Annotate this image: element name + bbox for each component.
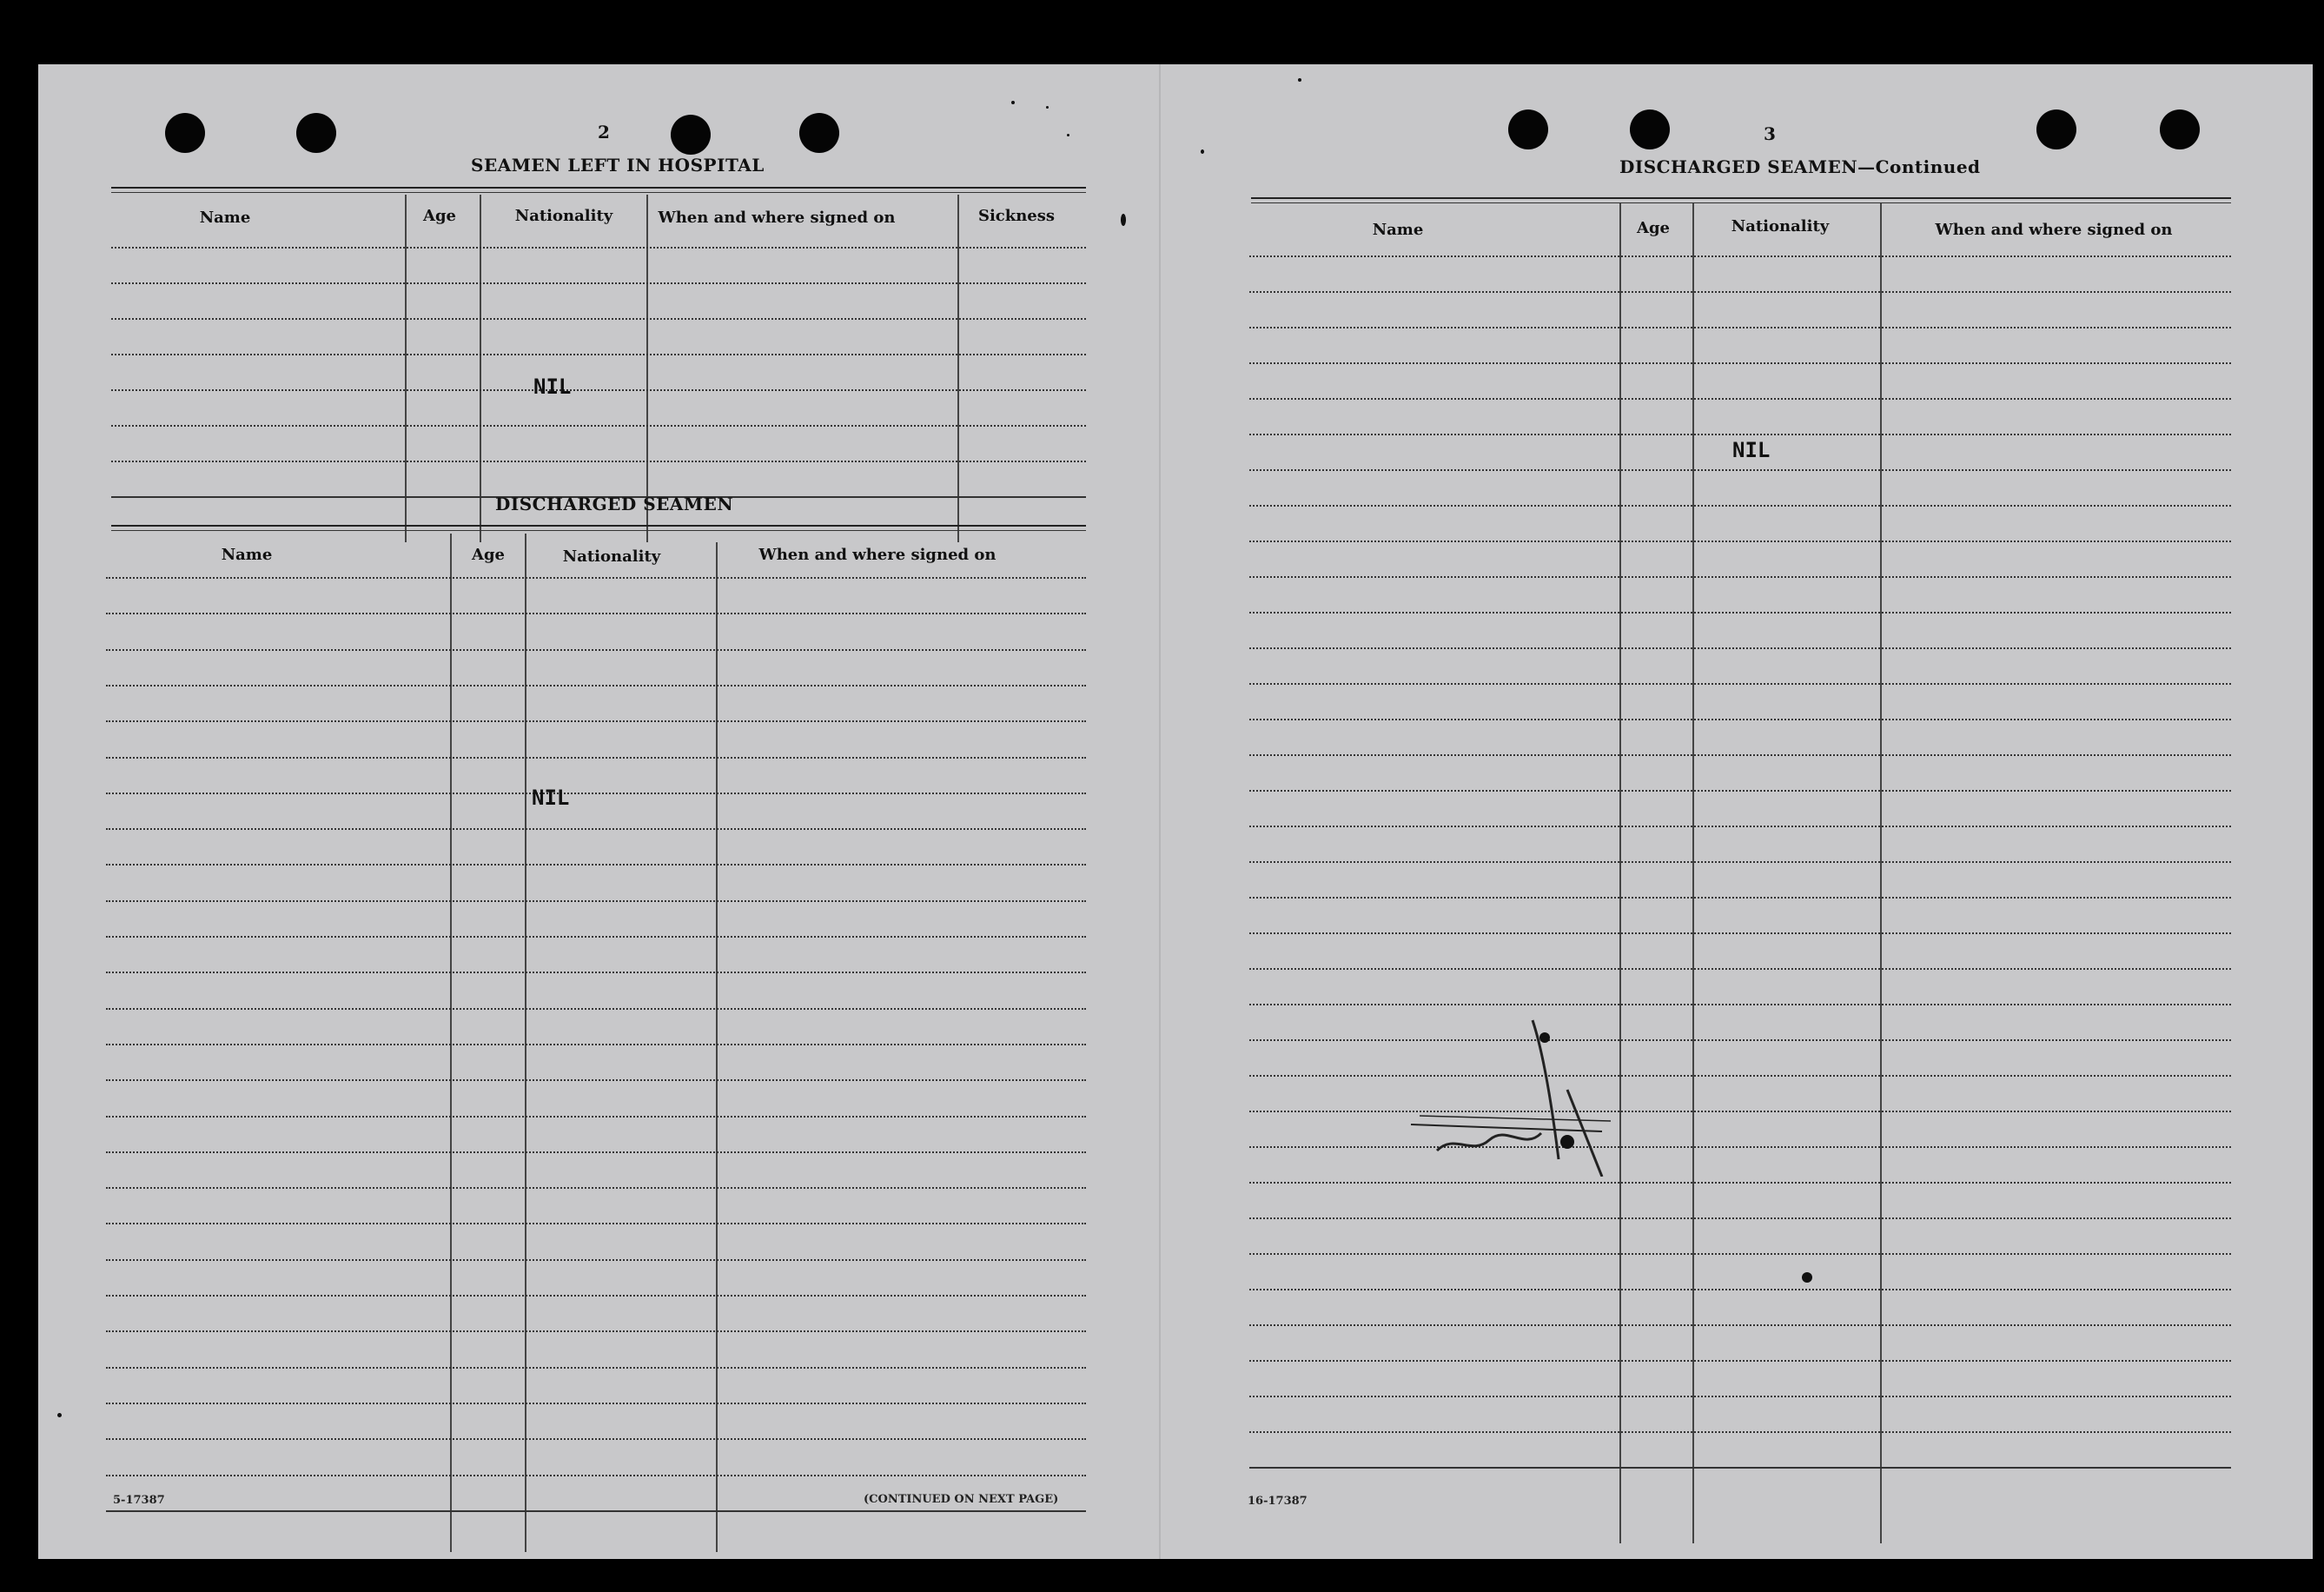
ruled-line	[1249, 1111, 2231, 1112]
ruled-line	[106, 1116, 1086, 1118]
ruled-line	[111, 282, 1086, 284]
ruled-line	[1249, 897, 2231, 899]
ruled-line	[106, 1044, 1086, 1045]
punch-hole	[1508, 109, 1548, 149]
section-rule	[111, 187, 1086, 193]
ruled-line	[1249, 362, 2231, 364]
ruled-line	[1249, 255, 2231, 257]
ruled-line	[106, 649, 1086, 651]
ruled-line	[106, 1475, 1086, 1476]
ruled-line	[106, 757, 1086, 759]
ruled-line	[1249, 968, 2231, 970]
ruled-line	[1249, 1360, 2231, 1362]
ink-speck	[1802, 1272, 1812, 1283]
column-header-nationality: Nationality	[514, 207, 613, 225]
ruled-line	[106, 1223, 1086, 1224]
column-header-name: Name	[199, 209, 251, 227]
ruled-line	[1249, 790, 2231, 792]
ruled-line	[1249, 541, 2231, 542]
ruled-line	[106, 1259, 1086, 1261]
punch-hole	[296, 113, 336, 153]
hospital-nil-entry: NIL	[533, 375, 572, 399]
column-header-signed-on: When and where signed on	[758, 546, 996, 564]
ruled-line	[106, 720, 1086, 722]
ink-speck	[1046, 106, 1049, 109]
page-number: 3	[1764, 123, 1776, 144]
section-rule	[111, 525, 1086, 531]
column-header-age: Age	[471, 546, 505, 564]
section-rule	[1251, 197, 2231, 203]
right-page	[1159, 64, 2313, 1559]
ruled-line	[106, 1151, 1086, 1153]
ruled-line	[1249, 1467, 2231, 1469]
ink-speck	[1011, 101, 1015, 104]
column-header-signed-on: When and where signed on	[1935, 221, 2173, 239]
ruled-line	[106, 1438, 1086, 1440]
ruled-line	[111, 461, 1086, 462]
column-header-nationality: Nationality	[1731, 217, 1830, 235]
column-divider	[1880, 203, 1882, 1543]
column-divider	[716, 542, 718, 1552]
column-header-name: Name	[221, 546, 273, 564]
ruled-line	[106, 828, 1086, 830]
punch-hole	[165, 113, 205, 153]
punch-hole	[2160, 109, 2200, 149]
ruled-line	[106, 1367, 1086, 1369]
column-header-nationality: Nationality	[562, 547, 661, 566]
column-header-sickness: Sickness	[977, 207, 1056, 225]
punch-hole	[1630, 109, 1670, 149]
column-divider	[1619, 203, 1621, 1543]
ink-speck	[1067, 134, 1069, 136]
discharged-continued-title: DISCHARGED SEAMEN—Continued	[1619, 156, 1981, 177]
ruled-line	[106, 936, 1086, 938]
punch-hole	[799, 113, 839, 153]
ruled-line	[1249, 1431, 2231, 1433]
punch-hole	[2036, 109, 2076, 149]
column-header-age: Age	[1636, 219, 1670, 237]
ruled-line	[106, 1008, 1086, 1010]
scanned-document	[38, 64, 2313, 1559]
ruled-line	[1249, 1253, 2231, 1255]
ruled-line	[106, 1295, 1086, 1297]
ruled-line	[1249, 398, 2231, 400]
ruled-line	[106, 972, 1086, 973]
ruled-line	[111, 318, 1086, 320]
ink-speck	[57, 1413, 62, 1417]
ruled-line	[111, 247, 1086, 249]
ruled-line	[1249, 719, 2231, 720]
ruled-line	[1249, 1039, 2231, 1041]
discharged-nil-entry: NIL	[532, 786, 570, 810]
page-gutter	[1159, 64, 1161, 1559]
ruled-line	[1249, 683, 2231, 685]
column-header-signed-on: When and where signed on	[658, 209, 896, 227]
ruled-line	[106, 577, 1086, 579]
ruled-line	[1249, 1217, 2231, 1219]
ruled-line	[1249, 647, 2231, 649]
discharged-continued-nil-entry: NIL	[1732, 438, 1771, 462]
ruled-line	[1249, 327, 2231, 328]
page-number: 2	[598, 122, 610, 143]
handwritten-signature	[1402, 985, 1628, 1177]
punch-hole	[671, 115, 711, 155]
left-page	[38, 64, 1159, 1559]
ruled-line	[1249, 932, 2231, 934]
ruled-line	[1249, 1182, 2231, 1184]
ruled-line	[106, 613, 1086, 614]
ruled-line	[1249, 826, 2231, 827]
ruled-line	[1249, 1289, 2231, 1290]
column-header-age: Age	[422, 207, 456, 225]
ruled-line	[1249, 434, 2231, 435]
ruled-line	[1249, 1396, 2231, 1397]
continued-note: (CONTINUED ON NEXT PAGE)	[864, 1493, 1059, 1506]
ruled-line	[106, 864, 1086, 866]
ink-speck	[1121, 214, 1126, 226]
ruled-line	[111, 425, 1086, 427]
ruled-line	[111, 389, 1086, 391]
form-number: 5-17387	[113, 1494, 165, 1507]
ruled-line	[1249, 1146, 2231, 1148]
hospital-section-title: SEAMEN LEFT IN HOSPITAL	[471, 155, 765, 176]
discharged-section-title: DISCHARGED SEAMEN	[495, 494, 734, 514]
ink-speck	[1201, 149, 1204, 154]
ruled-line	[106, 1187, 1086, 1189]
form-number: 16-17387	[1248, 1495, 1308, 1508]
ruled-line	[106, 1079, 1086, 1081]
ruled-line	[106, 900, 1086, 902]
ruled-line	[106, 1330, 1086, 1332]
ruled-line	[106, 1403, 1086, 1404]
ruled-line	[1249, 1004, 2231, 1005]
ruled-line	[1249, 576, 2231, 578]
ruled-line	[1249, 861, 2231, 863]
ruled-line	[1249, 469, 2231, 471]
ruled-line	[1249, 754, 2231, 756]
ruled-line	[111, 354, 1086, 355]
ruled-line	[1249, 1324, 2231, 1326]
column-header-name: Name	[1372, 221, 1424, 239]
ruled-line	[1249, 291, 2231, 293]
ruled-line	[106, 1510, 1086, 1512]
ruled-line	[106, 685, 1086, 687]
column-divider	[1692, 203, 1694, 1543]
ruled-line	[1249, 612, 2231, 614]
ruled-line	[1249, 1075, 2231, 1077]
ruled-line	[106, 793, 1086, 794]
ink-speck	[1298, 78, 1301, 82]
ruled-line	[1249, 505, 2231, 507]
